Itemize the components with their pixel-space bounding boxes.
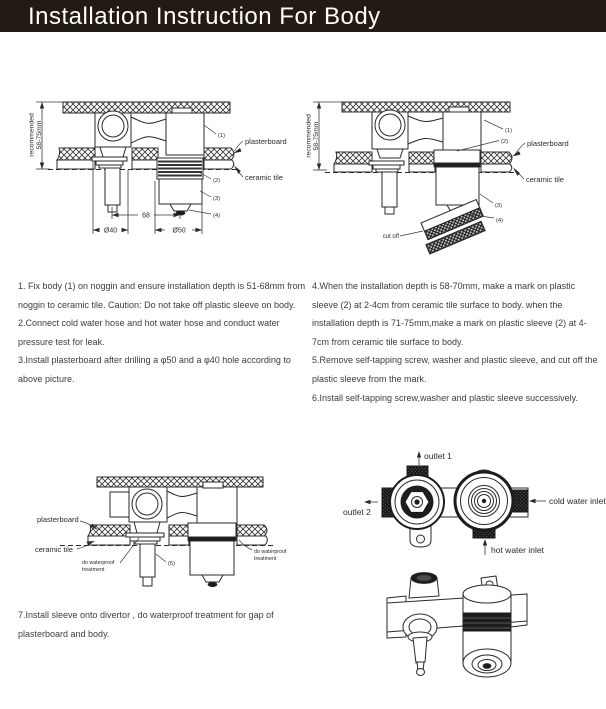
recommended-label: recommended xyxy=(305,114,313,158)
callout-1: (1) xyxy=(218,133,226,139)
diagram-valve-front-view xyxy=(340,440,606,568)
plasterboard-layer xyxy=(334,152,512,164)
cut-off-label: cut off xyxy=(382,234,399,240)
cut-off-callout xyxy=(383,231,423,240)
plasterboard-layer xyxy=(88,525,267,536)
diagram-top-left xyxy=(28,95,300,265)
divertor-stem xyxy=(369,161,404,214)
cartridge-sleeve xyxy=(157,158,203,215)
waterproof-right-label-2: treatment xyxy=(254,556,277,562)
cartridge-sleeve xyxy=(188,523,236,587)
instructions-right-column xyxy=(312,277,602,407)
plasterboard-label: plasterboard xyxy=(37,515,79,524)
divertor-stem xyxy=(126,533,164,586)
ceramic-tile-layer xyxy=(48,160,240,170)
ceramic-tile-layer xyxy=(60,536,273,546)
left-port-face xyxy=(390,475,444,529)
diagram-valve-3d-view xyxy=(340,565,602,709)
recommended-label: recommended xyxy=(28,113,36,157)
diagram-bottom-left xyxy=(30,460,310,605)
step-4: 4.When the installation depth is 58-70mm, make a mark on plastic sleeve (2) at 2-4cm from ceramic tile surface to body. when the installation depth is 71-75mm,make a mark on plastic sleeve (2) at 4-7cm from ceramic tile surface to body. xyxy=(312,281,587,347)
step-6: 6.Install self-tapping screw,washer and plastic sleeve successively. xyxy=(312,392,578,403)
callout-3: (3) xyxy=(495,203,503,209)
callout-4: (4) xyxy=(496,218,504,224)
outlet1-arrow xyxy=(417,451,421,467)
right-port-face xyxy=(455,472,513,530)
waterproof-left-label-2: treatment xyxy=(82,567,105,573)
header-bar xyxy=(0,0,606,32)
noggin xyxy=(97,477,263,487)
callout-1: (1) xyxy=(505,128,513,134)
cold-inlet-label: cold water inlet xyxy=(549,496,606,506)
instructions-left-column xyxy=(18,277,310,389)
outlet2-label: outlet 2 xyxy=(343,507,371,517)
callout-4: (4) xyxy=(213,213,221,219)
noggin xyxy=(342,102,510,112)
hot-inlet-arrow xyxy=(483,539,487,555)
callout-3: (3) xyxy=(213,196,221,202)
dim-50-label: Ø50 xyxy=(172,227,186,235)
hot-inlet-label: hot water inlet xyxy=(491,545,544,555)
outlet2-arrow xyxy=(364,500,378,504)
divertor-stem xyxy=(92,157,127,212)
page-title: Installation Instruction For Body xyxy=(28,3,381,30)
depth-range-label: 58-75mm xyxy=(36,120,43,150)
cold-inlet-arrow xyxy=(529,499,546,503)
diagram-top-right xyxy=(305,95,600,265)
ceramic-tile-label: ceramic tile xyxy=(35,545,73,554)
callout-5: (5) xyxy=(168,561,176,567)
right-cartridge-3d xyxy=(463,585,511,677)
ceramic-tile-layer xyxy=(325,164,519,173)
dim-68-label: 68 xyxy=(142,212,150,220)
plasterboard-layer xyxy=(57,148,234,160)
dimension-68 xyxy=(112,207,180,220)
left-divertor-3d xyxy=(403,614,437,676)
waterproof-left-label-1: do waterproof xyxy=(82,560,115,566)
outlet1-label: outlet 1 xyxy=(424,451,452,461)
step-5: 5.Remove self-tapping screw, washer and plastic sleeve, and cut off the plastic sleeve from the mark. xyxy=(312,355,598,384)
step-3: 3.Install plasterboard after drilling a φ50 and a φ40 hole according to above picture. xyxy=(18,355,291,384)
ceramic-tile-label: ceramic tile xyxy=(526,175,564,184)
step-2: 2.Connect cold water hose and hot water hose and conduct water pressure test for leak. xyxy=(18,318,280,347)
step-7: 7.Install sleeve onto divertor , do waterproof treatment for gap of plasterboard and body. xyxy=(18,610,274,639)
dim-40-label: Ø40 xyxy=(103,227,118,235)
noggin xyxy=(63,102,230,113)
instruction-step-7 xyxy=(18,606,310,643)
plasterboard-label: plasterboard xyxy=(245,137,287,146)
plasterboard-label: plasterboard xyxy=(527,139,569,148)
waterproof-right-label-1: do waterproof xyxy=(254,549,287,555)
ceramic-tile-label: ceramic tile xyxy=(245,173,283,182)
depth-range-label: 58-75mm xyxy=(313,121,320,151)
step-1: 1. Fix body (1) on noggin and ensure installation depth is 51-68mm from noggin to ceramic tile. Caution: Do not take off plastic sleeve on body. xyxy=(18,281,306,310)
callout-2: (2) xyxy=(501,139,509,145)
callout-2: (2) xyxy=(213,178,221,184)
